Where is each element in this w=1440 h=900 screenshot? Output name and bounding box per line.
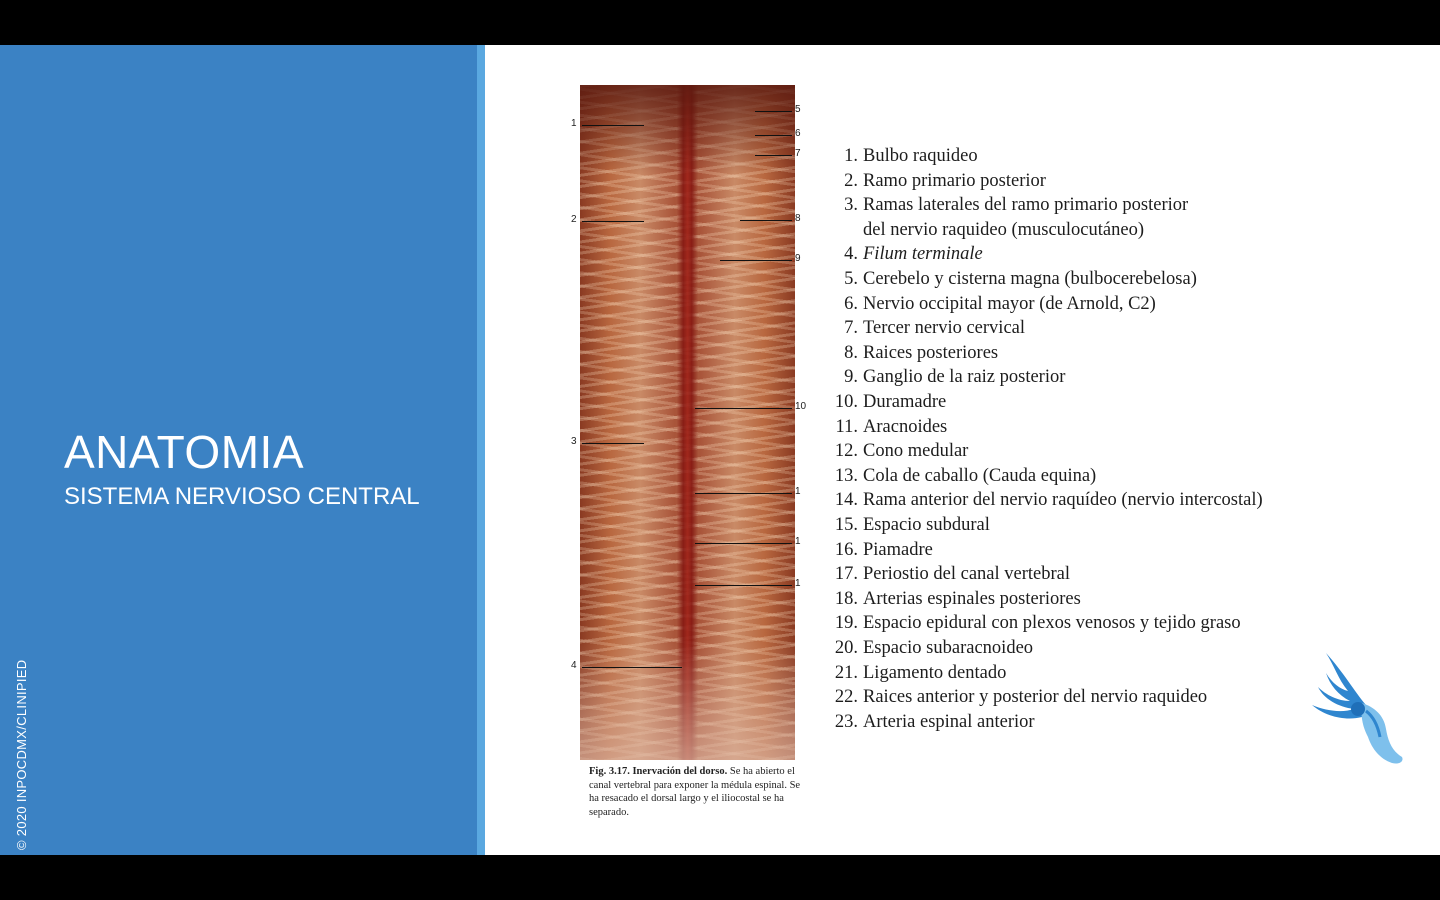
legend-label: Tercer nervio cervical: [863, 318, 1026, 339]
callout-right-8: 1: [795, 536, 801, 547]
legend-item: [830, 392, 946, 413]
legend-item: [830, 367, 1065, 388]
legend-number: 7.: [844, 318, 858, 339]
legend-label: Espacio epidural con plexos venosos y tejido graso: [863, 613, 1241, 634]
callout-leader: [695, 585, 792, 586]
legend-label: Arteria espinal anterior: [863, 711, 1035, 732]
callout-right-4: 8: [795, 213, 801, 224]
callout-leader: [695, 493, 792, 494]
legend-item: [830, 294, 1156, 315]
legend-item: [830, 146, 978, 167]
legend-number: 1.: [844, 146, 858, 166]
legend-label: Espacio subaracnoideo: [863, 638, 1034, 658]
legend-item: [830, 318, 1025, 339]
legend-item: [830, 417, 947, 438]
legend-label: Rama anterior del nervio raquídeo (nervio intercostal): [863, 490, 1263, 511]
callout-right-2: 6: [795, 128, 801, 139]
legend-label: Ramo primario posterior: [863, 170, 1046, 191]
legend-label: Cono medular: [863, 441, 969, 462]
legend-item: [830, 638, 1033, 659]
callout-left-1: 1: [571, 118, 577, 129]
legend-number: 10.: [834, 392, 858, 412]
callout-leader: [695, 408, 792, 409]
legend-number: 12.: [834, 441, 858, 462]
winged-foot-logo-icon: [1304, 645, 1408, 769]
legend-item: [830, 490, 1263, 511]
legend-item: [830, 171, 1046, 192]
callout-right-5: 9: [795, 253, 801, 264]
legend-number: 6.: [844, 293, 858, 314]
legend-number: 15.: [834, 515, 858, 535]
slide: [0, 45, 1440, 855]
callout-leader: [582, 221, 644, 222]
legend-item: [830, 466, 1096, 487]
legend-label: Espacio subdural: [863, 515, 990, 535]
legend-item: [830, 515, 990, 536]
legend-item: [830, 195, 1188, 216]
legend-number: 8.: [844, 342, 858, 363]
callout-right-1: 5: [795, 104, 801, 115]
legend-label: Ganglio de la raiz posterior: [863, 367, 1066, 388]
legend-item: [830, 343, 998, 364]
legend-item: [830, 220, 1144, 241]
slide-subtitle: SISTEMA NERVIOSO CENTRAL: [64, 483, 420, 510]
callout-leader: [755, 111, 792, 112]
legend-item: [830, 663, 1006, 684]
callout-right-9: 1: [795, 578, 801, 589]
caption-bold: Fig. 3.17. Inervación del dorso.: [589, 766, 728, 777]
legend-label: Raices anterior y posterior del nervio raquideo: [863, 687, 1208, 708]
callout-left-3: 3: [571, 436, 577, 447]
callout-leader: [755, 155, 792, 156]
legend-number: 16.: [834, 539, 858, 560]
legend-label: Arterias espinales posteriores: [863, 588, 1081, 609]
legend-item: [830, 589, 1081, 610]
callout-leader: [755, 135, 792, 136]
legend-item: [830, 613, 1241, 634]
legend-number: 17.: [834, 564, 858, 585]
caption-text: Se ha abierto el canal vertebral para exponer la médula espinal. Se ha resacado el dorsal largo y el iliocostal se ha separado.: [589, 766, 801, 818]
legend-number: 9.: [844, 367, 858, 388]
callout-right-3: 7: [795, 148, 801, 159]
callout-left-2: 2: [571, 214, 577, 225]
callout-leader: [582, 125, 644, 126]
slide-title: ANATOMIA: [64, 426, 304, 478]
legend-item: [830, 540, 933, 561]
legend-number: 11.: [835, 416, 858, 437]
callout-leader: [582, 667, 682, 668]
legend-item: [830, 712, 1035, 733]
legend-label: Ramas laterales del ramo primario posterior: [863, 195, 1189, 216]
legend-number: 13.: [834, 465, 858, 486]
title-panel: [0, 45, 477, 855]
legend-label: Piamadre: [863, 539, 933, 560]
legend-number: 4.: [844, 244, 858, 265]
callout-right-6: 10: [795, 401, 807, 412]
legend-label: Filum terminale: [863, 244, 983, 265]
callout-leader: [720, 260, 792, 261]
legend-item: [830, 687, 1207, 708]
callout-leader: [582, 443, 644, 444]
legend-number: 23.: [834, 711, 858, 732]
legend-number: 22.: [834, 687, 858, 708]
legend-number: 21.: [834, 662, 858, 683]
legend-label: Aracnoides: [863, 416, 948, 437]
legend-label: Nervio occipital mayor (de Arnold, C2): [863, 293, 1156, 314]
legend-item: [830, 564, 1070, 585]
legend-number: 14.: [834, 490, 858, 511]
legend-item: [830, 269, 1197, 290]
copyright-text: © 2020 INPOCDMX/CLINIPIED: [14, 659, 29, 850]
panel-divider: [477, 45, 485, 855]
legend-label: Cola de caballo (Cauda equina): [863, 465, 1097, 486]
legend-label: Cerebelo y cisterna magna (bulbocerebelosa): [863, 269, 1197, 289]
anatomy-photo: [580, 85, 795, 760]
legend-label: Ligamento dentado: [863, 662, 1007, 683]
legend-label: del nervio raquideo (musculocutáneo): [863, 219, 1144, 240]
legend-number: 5.: [844, 269, 858, 289]
legend-item: [830, 441, 968, 462]
legend-number: 20.: [834, 638, 858, 658]
legend-number: 18.: [834, 588, 858, 609]
callout-left-4: 4: [571, 660, 577, 671]
legend-number: 19.: [834, 613, 858, 634]
legend-label: Raices posteriores: [863, 342, 999, 363]
legend-label: Periostio del canal vertebral: [863, 564, 1071, 585]
callout-right-7: 1: [795, 486, 801, 497]
legend-number: 2.: [844, 170, 858, 191]
figure-caption: [589, 765, 801, 819]
legend-label: Duramadre: [863, 392, 947, 412]
legend-item: [830, 244, 983, 265]
legend-number: 3.: [844, 195, 858, 216]
callout-leader: [695, 543, 792, 544]
legend-label: Bulbo raquideo: [863, 146, 978, 166]
callout-leader: [740, 220, 792, 221]
